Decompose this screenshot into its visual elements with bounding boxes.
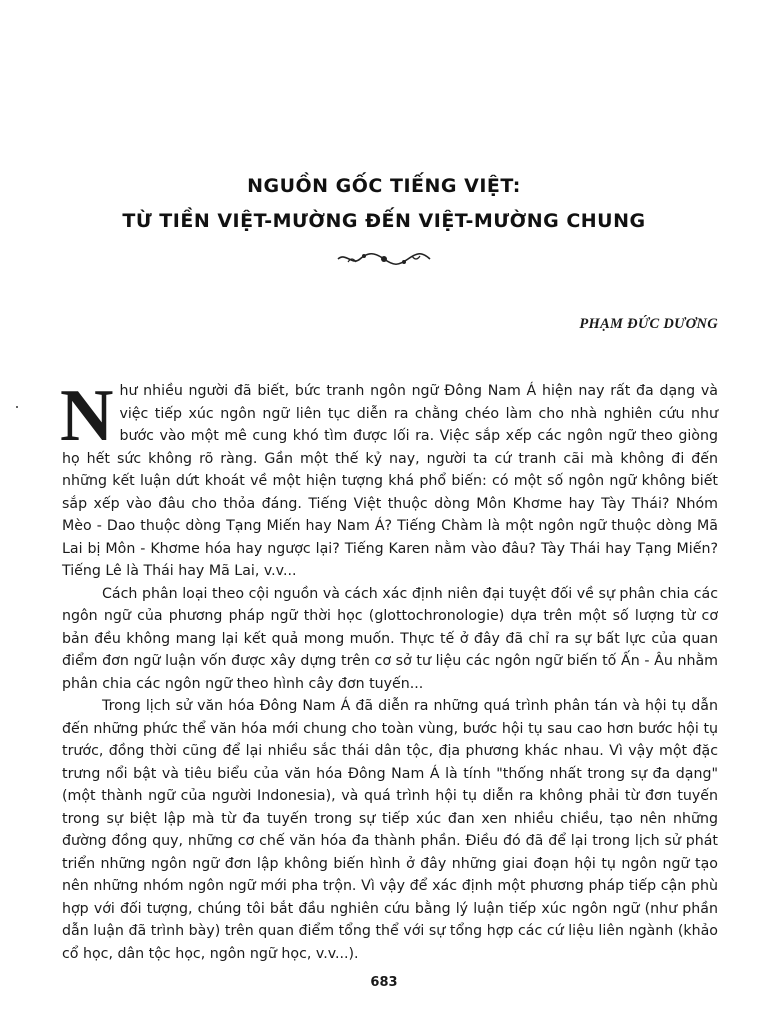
paragraph-1	[60, 375, 718, 583]
paragraph-1-text: hư nhiều người đã biết, bức tranh ngôn ngữ Đông Nam Á hiện nay rất đa dạng và việc tiếp xúc ngôn ngữ liên tục diễn ra chằng chéo làm cho nhà nghiên cứu như bước vào một mê cung khó tìm được lối ra. Việc sắp xếp các ngôn ngữ theo giòng họ hết sức không rõ ràng. Gần một thế kỷ nay, người ta cứ tranh cãi mà không đi đến những kết luận dứt khoát về một hiện tượng khá phổ biến: có một số ngôn ngữ không biết sắp xếp vào đâu cho thỏa đáng. Tiếng Việt thuộc dòng Môn Khơme hay Tày Thái? Nhóm Mèo - Dao thuộc dòng Tạng Miến hay Nam Á? Tiếng Chàm là một ngôn ngữ thuộc dòng Mã Lai bị Môn - Khơme hóa hay ngược lại? Tiếng Karen nằm vào đâu? Tày Thái hay Tạng Miến? Tiếng Lê là Thái hay Mã Lai, v.v...	[62, 383, 718, 579]
author-name: PHẠM ĐỨC DƯƠNG	[579, 316, 718, 332]
chapter-title-line-1: NGUỒN GỐC TIẾNG VIỆT:	[247, 175, 521, 197]
scan-speck	[16, 406, 18, 408]
floral-divider-icon	[0, 250, 768, 272]
paragraph-2: Cách phân loại theo cội nguồn và cách xác định niên đại tuyệt đối về sự phân chia các ngôn ngữ của phương pháp ngữ thời học (glottochronologie) dựa trên một số lượng từ cơ bản đều không mang lại kết quả mong muốn. Thực tế ở đây đã chỉ ra sự bất lực của quan điểm đơn ngữ luận vốn được xây dựng trên cơ sở tư liệu các ngôn ngữ biến tố Ấn - Âu nhằm phân chia các ngôn ngữ theo hình cây đơn tuyến...	[62, 585, 718, 692]
drop-cap: N	[60, 375, 114, 457]
paragraph-3: Trong lịch sử văn hóa Đông Nam Á đã diễn ra những quá trình phân tán và hội tụ dẫn đến những phức thể văn hóa mới chung cho toàn vùng, bước hội tụ sau cao hơn bước hội tụ trước, đồng thời cũng để lại nhiều sắc thái dân tộc, địa phương khác nhau. Vì vậy một đặc trưng nổi bật và tiêu biểu của văn hóa Đông Nam Á là tính "thống nhất trong sự đa dạng" (một thành ngữ của người Indonesia), và quá trình hội tụ diễn ra không phải từ đơn tuyến trong sự biệt lập mà từ đa tuyến trong sự tiếp xúc đan xen nhiều chiều, tạo nên những đường đồng quy, những cơ chế văn hóa đa thành phần. Điều đó đã để lại trong lịch sử phát triển những ngôn ngữ đơn lập không biến hình ở đây những giai đoạn hội tụ ngôn ngữ tạo nên những nhóm ngôn ngữ mới pha trộn. Vì vậy để xác định một phương pháp tiếp cận phù hợp với đối tượng, chúng tôi bắt đầu nghiên cứu bằng lý luận tiếp xúc ngôn ngữ (như phần dẫn luận đã trình bày) trên quan điểm tổng thể với sự tổng hợp các cứ liệu liên ngành (khảo cổ học, dân tộc học, ngôn ngữ học, v.v...).	[62, 698, 718, 962]
chapter-title-line-2: TỪ TIỀN VIỆT-MƯỜNG ĐẾN VIỆT-MƯỜNG CHUNG	[122, 210, 646, 232]
page-number: 683	[370, 975, 398, 990]
article-body	[60, 375, 718, 965]
